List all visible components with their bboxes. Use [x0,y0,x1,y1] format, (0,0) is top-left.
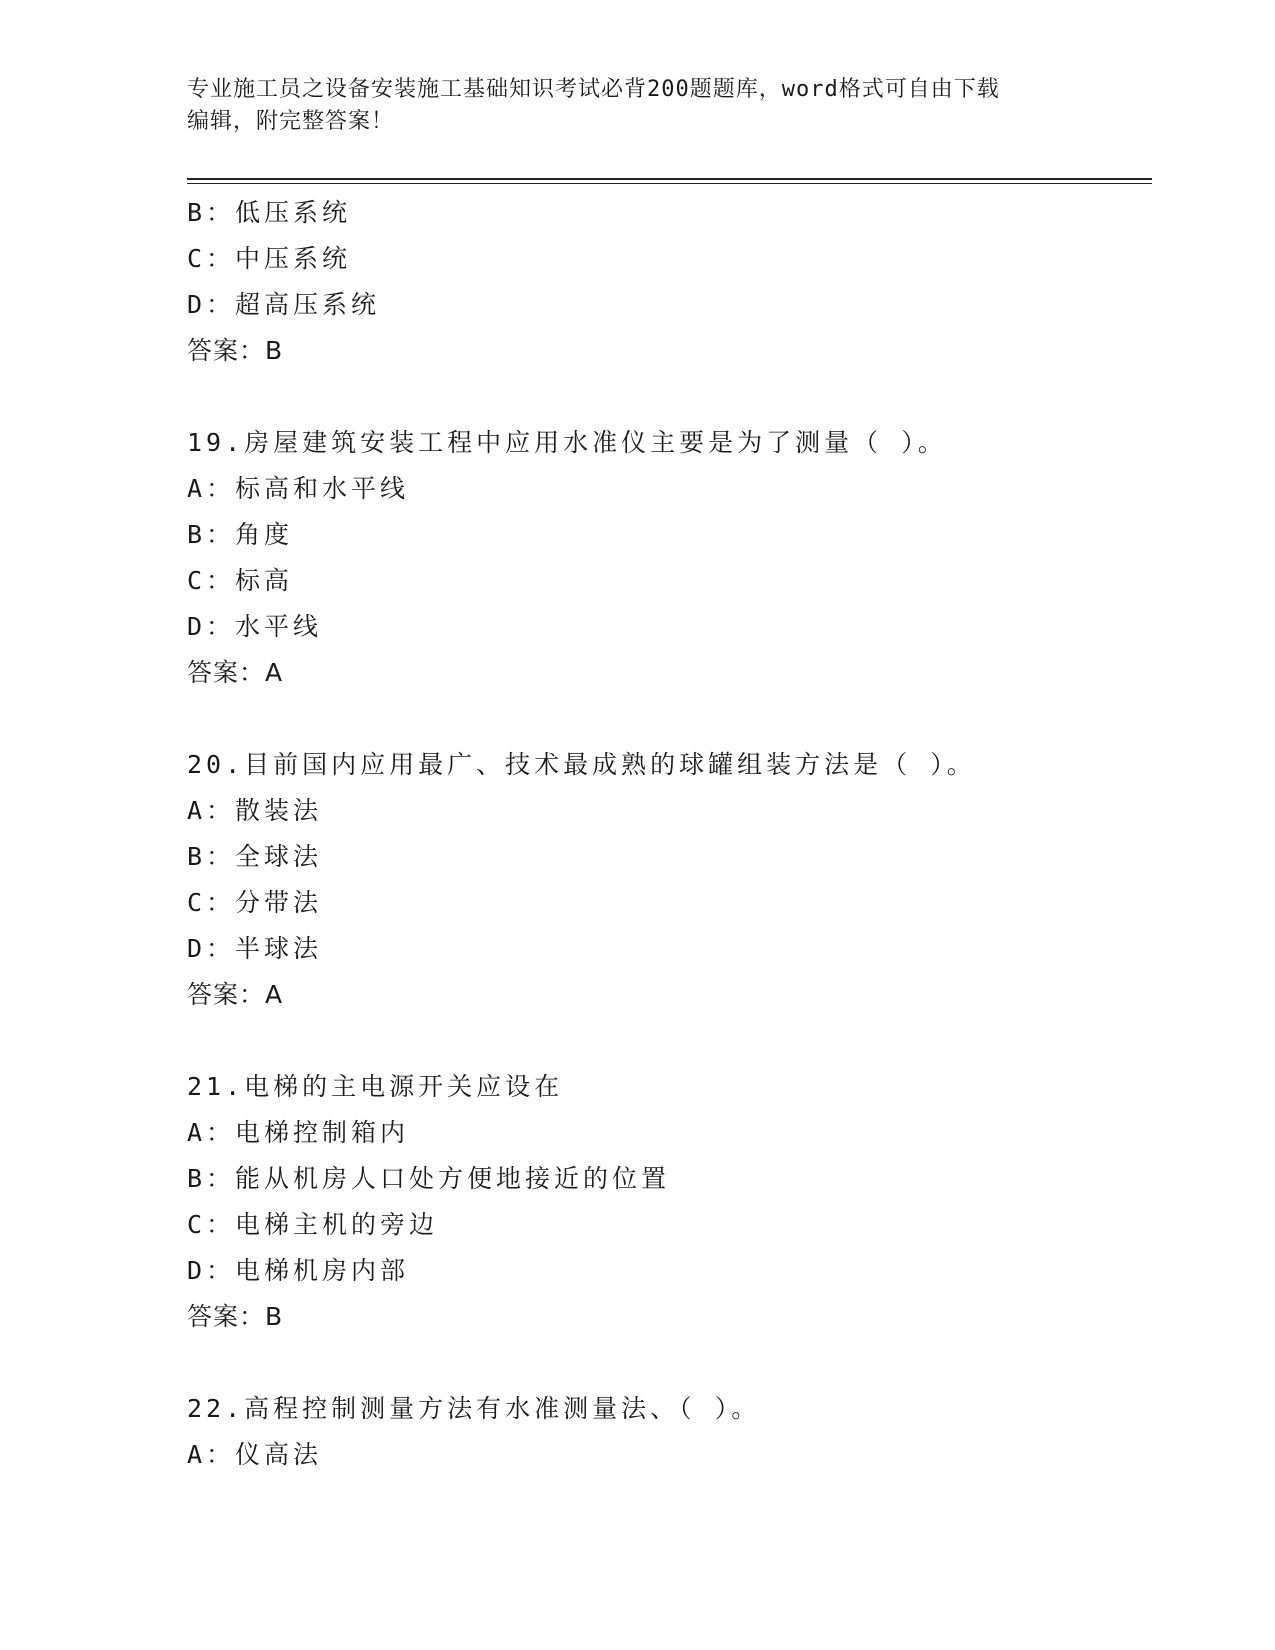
question-text: 19.房屋建筑安装工程中应用水准仪主要是为了测量（ ）。 [187,428,947,457]
option-a: A：电梯控制箱内 [187,1118,410,1147]
answer-line: 答案：A [187,980,284,1009]
option-c: C：中压系统 [187,244,352,273]
option-c: C：标高 [187,566,294,595]
block-spacer [187,1018,1147,1064]
header-title-line-1: 专业施工员之设备安装施工基础知识考试必背200题题库，word格式可自由下载 [187,77,1000,102]
question-block-20 [187,742,1147,1018]
option-c: C：电梯主机的旁边 [187,1210,439,1239]
document-header [187,74,1087,138]
header-title-line-2: 编辑，附完整答案！ [187,109,395,134]
option-c: C：分带法 [187,888,323,917]
answer-line: 答案：B [187,336,284,365]
option-d: D：半球法 [187,934,323,963]
question-block-19 [187,420,1147,696]
answer-line: 答案：A [187,658,284,687]
option-b: B：角度 [187,520,294,549]
question-text: 21.电梯的主电源开关应设在 [187,1072,564,1101]
block-spacer [187,374,1147,420]
option-b: B：低压系统 [187,198,352,227]
question-list [187,190,1147,1478]
option-a: A：散装法 [187,796,323,825]
option-d: D：电梯机房内部 [187,1256,410,1285]
question-block-21 [187,1064,1147,1340]
question-block-18 [187,190,1147,374]
option-a: A：仪高法 [187,1440,323,1469]
question-text: 22.高程控制测量方法有水准测量法、（ ）。 [187,1394,761,1423]
header-divider-thin [187,183,1152,184]
question-block-22 [187,1386,1147,1478]
question-text: 20.目前国内应用最广、技术最成熟的球罐组装方法是（ ）。 [187,750,976,779]
answer-line: 答案：B [187,1302,284,1331]
option-b: B：能从机房人口处方便地接近的位置 [187,1164,671,1193]
option-a: A：标高和水平线 [187,474,410,503]
block-spacer [187,696,1147,742]
option-d: D：超高压系统 [187,290,381,319]
option-d: D：水平线 [187,612,323,641]
block-spacer [187,1340,1147,1386]
option-b: B：全球法 [187,842,323,871]
header-divider-thick [187,178,1152,180]
